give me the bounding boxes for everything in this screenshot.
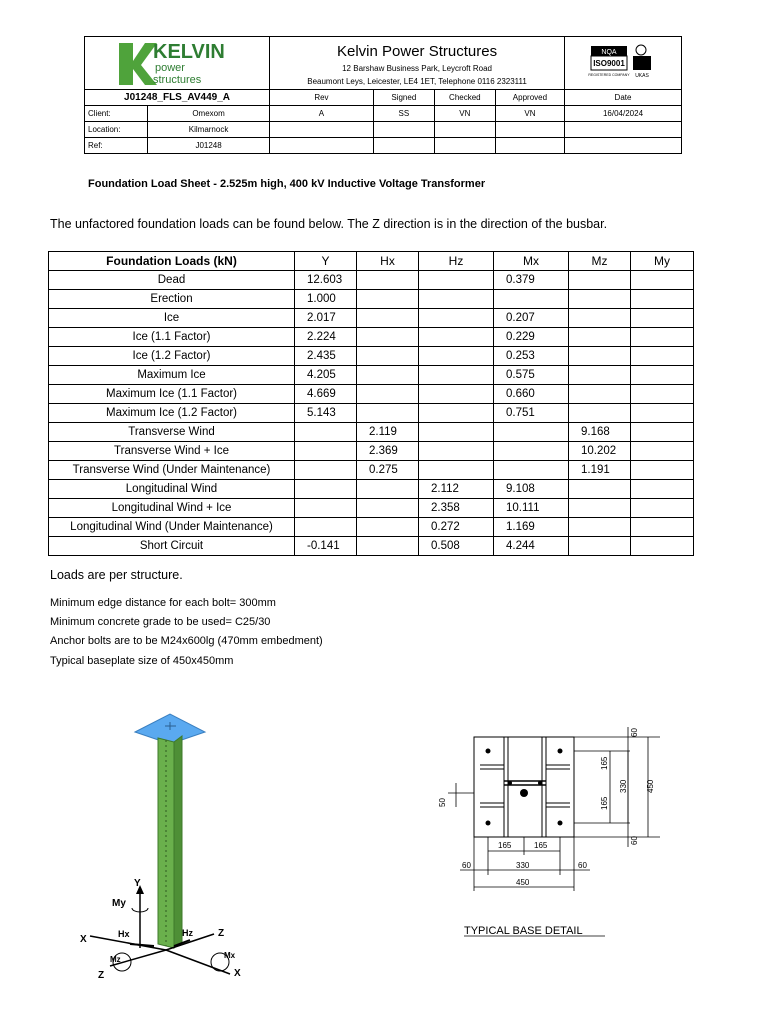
cell-mz — [569, 404, 631, 423]
cell-mx: 0.253 — [494, 347, 569, 366]
cell-mx: 1.169 — [494, 518, 569, 537]
address-line1: 12 Barshaw Business Park, Leycroft Road — [342, 63, 492, 73]
row-label: Ice — [49, 309, 295, 328]
cell-my — [631, 423, 694, 442]
cell-mz: 9.168 — [569, 423, 631, 442]
cell-mz — [569, 290, 631, 309]
cell-y — [295, 461, 357, 480]
table-row — [49, 290, 694, 309]
cell-mx — [494, 423, 569, 442]
axis-label-y: Y — [134, 878, 141, 889]
dim-right-165-a: 165 — [600, 756, 609, 770]
dim-right-450: 450 — [646, 779, 655, 793]
axis-label-mz: Mz — [110, 955, 121, 964]
cell-y — [295, 442, 357, 461]
cell-hz — [419, 461, 494, 480]
table-row — [49, 347, 694, 366]
cell-y: -0.141 — [295, 537, 357, 556]
kelvin-logo — [115, 37, 245, 89]
cell-y — [295, 518, 357, 537]
cell-hx — [357, 404, 419, 423]
cell-mz — [569, 309, 631, 328]
dim-right-60-top: 60 — [630, 728, 639, 737]
col-checked: Checked — [434, 90, 495, 106]
cell-mz — [569, 328, 631, 347]
col-signed: Signed — [373, 90, 434, 106]
dim-right-60-bottom: 60 — [630, 836, 639, 845]
base-detail-caption: TYPICAL BASE DETAIL — [464, 925, 583, 937]
table-row — [49, 518, 694, 537]
cell-my — [631, 328, 694, 347]
location-label: Location: — [85, 122, 148, 138]
header-y: Y — [295, 252, 357, 271]
cell-hz — [419, 290, 494, 309]
table-row — [49, 328, 694, 347]
row-label: Erection — [49, 290, 295, 309]
axis-label-x-left: X — [80, 934, 87, 945]
header-hz: Hz — [419, 252, 494, 271]
axis-label-z-bottom: Z — [98, 970, 105, 981]
spec-anchor-bolts: Anchor bolts are to be M24x600lg (470mm embedment) — [50, 635, 323, 647]
cell-my — [631, 290, 694, 309]
cell-hx — [357, 480, 419, 499]
svg-text:UKAS: UKAS — [635, 73, 649, 79]
axis-label-mx: Mx — [224, 951, 236, 960]
row-label: Transverse Wind (Under Maintenance) — [49, 461, 295, 480]
dim-bottom-450: 450 — [516, 878, 530, 887]
header-hx: Hx — [357, 252, 419, 271]
row-label: Dead — [49, 271, 295, 290]
table-row — [49, 366, 694, 385]
svg-text:REGISTERED COMPANY: REGISTERED COMPANY — [588, 73, 630, 77]
cell-my — [631, 385, 694, 404]
dim-bottom-165-b: 165 — [534, 841, 548, 850]
table-row — [49, 385, 694, 404]
spec-concrete-grade: Minimum concrete grade to be used= C25/30 — [50, 616, 271, 628]
document-title: Foundation Load Sheet - 2.525m high, 400 kV Inductive Voltage Transformer — [88, 178, 486, 190]
typical-base-detail-drawing — [430, 715, 670, 945]
row-label: Maximum Ice (1.1 Factor) — [49, 385, 295, 404]
cell-my — [631, 442, 694, 461]
table-row — [49, 461, 694, 480]
cell-my — [631, 309, 694, 328]
cell-hz — [419, 366, 494, 385]
cell-my — [631, 366, 694, 385]
cell-hx — [357, 499, 419, 518]
cell-hz — [419, 404, 494, 423]
cell-hz — [419, 385, 494, 404]
cell-y — [295, 423, 357, 442]
header-mx: Mx — [494, 252, 569, 271]
cell-hz — [419, 328, 494, 347]
cell-y — [295, 499, 357, 518]
row-label: Ice (1.2 Factor) — [49, 347, 295, 366]
row-label: Longitudinal Wind (Under Maintenance) — [49, 518, 295, 537]
svg-text:power: power — [155, 62, 185, 74]
col-approved: Approved — [495, 90, 564, 106]
row-label: Longitudinal Wind — [49, 480, 295, 499]
cell-y: 4.205 — [295, 366, 357, 385]
cell-mz — [569, 271, 631, 290]
cell-y: 4.669 — [295, 385, 357, 404]
signed-value: SS — [373, 106, 434, 122]
table-row — [49, 271, 694, 290]
cell-mx: 0.229 — [494, 328, 569, 347]
row-label: Short Circuit — [49, 537, 295, 556]
cell-hz — [419, 347, 494, 366]
cell-hx — [357, 385, 419, 404]
cell-hx — [357, 328, 419, 347]
cell-mx: 0.660 — [494, 385, 569, 404]
cell-y: 12.603 — [295, 271, 357, 290]
axis-label-my: My — [112, 898, 126, 909]
checked-value: VN — [434, 106, 495, 122]
dim-left-50: 50 — [438, 798, 447, 807]
header-foundation-loads: Foundation Loads (kN) — [49, 252, 295, 271]
axis-label-x-right: X — [234, 968, 241, 979]
header-table — [84, 36, 682, 154]
cell-y: 2.017 — [295, 309, 357, 328]
logo-cell — [85, 37, 270, 90]
svg-text:ISO9001: ISO9001 — [593, 59, 625, 68]
cell-mz — [569, 537, 631, 556]
row-label: Transverse Wind + Ice — [49, 442, 295, 461]
cell-hx — [357, 366, 419, 385]
svg-text:structures: structures — [153, 74, 202, 86]
loads-note: Loads are per structure. — [50, 568, 183, 582]
cell-mz — [569, 499, 631, 518]
client-value: Omexom — [148, 106, 270, 122]
cell-hx: 2.369 — [357, 442, 419, 461]
foundation-loads-table — [48, 251, 694, 556]
dim-bottom-60-left: 60 — [462, 861, 471, 870]
cell-my — [631, 347, 694, 366]
approved-value: VN — [495, 106, 564, 122]
cert-cell — [565, 37, 682, 90]
svg-text:KELVIN: KELVIN — [153, 41, 225, 63]
cell-mx — [494, 461, 569, 480]
row-label: Maximum Ice — [49, 366, 295, 385]
cell-hz: 2.112 — [419, 480, 494, 499]
header-mz: Mz — [569, 252, 631, 271]
address-line2: Beaumont Leys, Leicester, LE4 1ET, Telephone 0116 2323111 — [307, 76, 527, 86]
cell-y: 5.143 — [295, 404, 357, 423]
cell-hz — [419, 271, 494, 290]
column-axis-diagram — [70, 700, 290, 990]
dim-right-330: 330 — [619, 779, 628, 793]
cell-my — [631, 480, 694, 499]
cell-y: 2.224 — [295, 328, 357, 347]
ref-label: Ref: — [85, 138, 148, 154]
cell-hx — [357, 518, 419, 537]
cell-mx — [494, 290, 569, 309]
cell-hz: 0.272 — [419, 518, 494, 537]
axis-label-z-top: Z — [218, 928, 225, 939]
cell-y: 1.000 — [295, 290, 357, 309]
cell-hx — [357, 271, 419, 290]
client-label: Client: — [85, 106, 148, 122]
col-date: Date — [565, 90, 682, 106]
dim-right-165-b: 165 — [600, 796, 609, 810]
spec-baseplate-size: Typical baseplate size of 450x450mm — [50, 655, 234, 667]
cell-mz: 1.191 — [569, 461, 631, 480]
header-my: My — [631, 252, 694, 271]
iso-cert-badge — [585, 40, 661, 84]
cell-mx: 0.751 — [494, 404, 569, 423]
cell-my — [631, 271, 694, 290]
cell-hx — [357, 537, 419, 556]
cell-mx — [494, 442, 569, 461]
cell-y: 2.435 — [295, 347, 357, 366]
cell-y — [295, 480, 357, 499]
row-label: Ice (1.1 Factor) — [49, 328, 295, 347]
cell-hz: 2.358 — [419, 499, 494, 518]
company-name: Kelvin Power Structures — [337, 42, 498, 60]
cell-hx: 0.275 — [357, 461, 419, 480]
table-row — [49, 309, 694, 328]
job-reference: J01248_FLS_AV449_A — [85, 90, 270, 106]
cell-mz — [569, 480, 631, 499]
table-row — [49, 480, 694, 499]
cell-mx: 0.575 — [494, 366, 569, 385]
row-label: Maximum Ice (1.2 Factor) — [49, 404, 295, 423]
cell-mz — [569, 366, 631, 385]
dim-bottom-330: 330 — [516, 861, 530, 870]
cell-hz — [419, 442, 494, 461]
cell-my — [631, 499, 694, 518]
cell-hz — [419, 309, 494, 328]
dim-bottom-60-right: 60 — [578, 861, 587, 870]
cell-mx: 10.111 — [494, 499, 569, 518]
ref-value: J01248 — [148, 138, 270, 154]
table-row — [49, 442, 694, 461]
cell-hx — [357, 309, 419, 328]
cell-mx: 0.379 — [494, 271, 569, 290]
table-row — [49, 404, 694, 423]
cell-hx — [357, 347, 419, 366]
cell-my — [631, 537, 694, 556]
date-value: 16/04/2024 — [565, 106, 682, 122]
cell-mx: 4.244 — [494, 537, 569, 556]
cell-my — [631, 461, 694, 480]
rev-value: A — [270, 106, 374, 122]
table-row — [49, 537, 694, 556]
row-label: Transverse Wind — [49, 423, 295, 442]
cell-hx: 2.119 — [357, 423, 419, 442]
cell-mz — [569, 385, 631, 404]
table-row — [49, 499, 694, 518]
axis-label-hx: Hx — [118, 929, 130, 939]
cell-mz — [569, 518, 631, 537]
cell-mz — [569, 347, 631, 366]
cell-mz: 10.202 — [569, 442, 631, 461]
cell-my — [631, 404, 694, 423]
dim-bottom-165-a: 165 — [498, 841, 512, 850]
axis-label-hz: Hz — [182, 928, 193, 938]
spec-edge-distance: Minimum edge distance for each bolt= 300mm — [50, 597, 276, 609]
cell-hz — [419, 423, 494, 442]
cell-hz: 0.508 — [419, 537, 494, 556]
intro-text: The unfactored foundation loads can be found below. The Z direction is in the direction of the busbar. — [50, 217, 608, 231]
col-rev: Rev — [270, 90, 374, 106]
cell-mx: 9.108 — [494, 480, 569, 499]
location-value: Kilmarnock — [148, 122, 270, 138]
row-label: Longitudinal Wind + Ice — [49, 499, 295, 518]
svg-text:NQA: NQA — [601, 49, 617, 56]
cell-hx — [357, 290, 419, 309]
company-cell — [270, 37, 565, 90]
cell-my — [631, 518, 694, 537]
table-row — [49, 423, 694, 442]
cell-mx: 0.207 — [494, 309, 569, 328]
